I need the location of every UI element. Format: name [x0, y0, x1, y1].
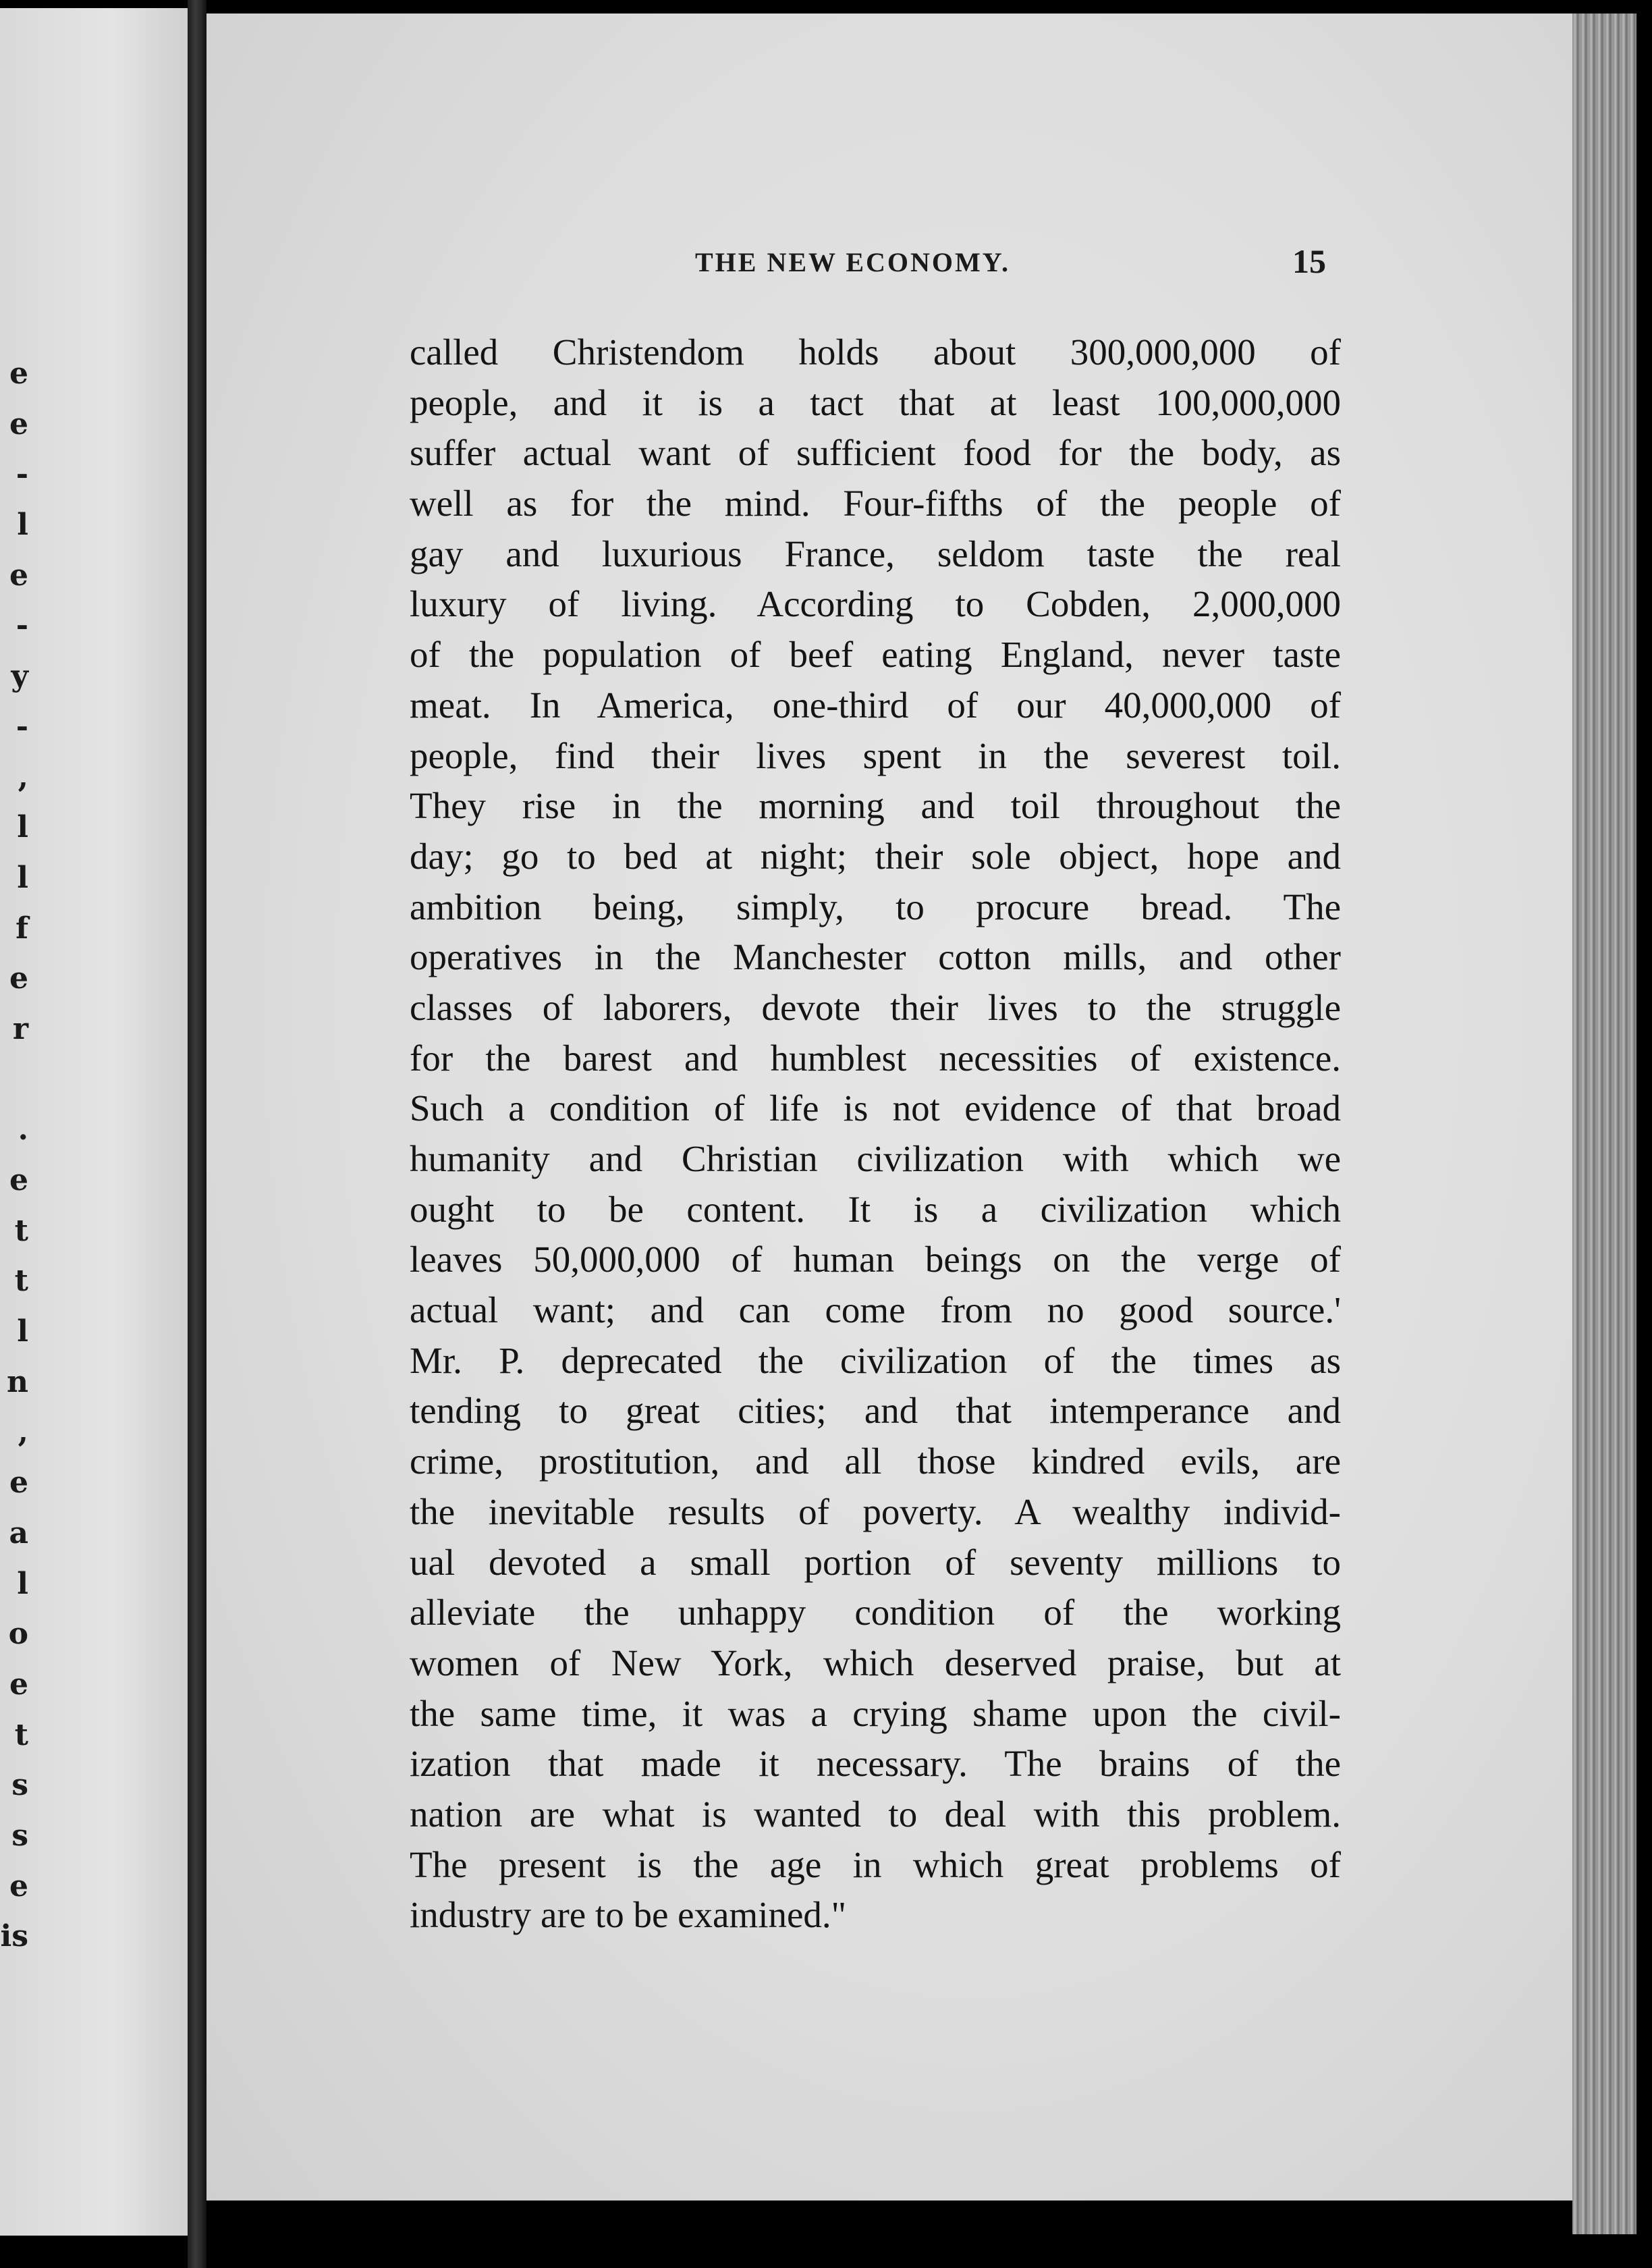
- text-line: people, and it is a tact that at least 100,000,000: [410, 381, 1341, 423]
- text-line: meat. In America, one-third of our 40,000,000 of: [410, 684, 1341, 726]
- facing-page-letter: a: [9, 1515, 28, 1550]
- facing-page-letter: e: [9, 558, 28, 593]
- text-line: alleviate the unhappy condition of the working: [410, 1592, 1341, 1634]
- facing-page-letter: .: [18, 1112, 28, 1148]
- facing-page-letter: e: [9, 1868, 28, 1904]
- facing-page-letter: e: [9, 406, 28, 441]
- facing-page-letter: is: [0, 1919, 28, 1954]
- text-line: gay and luxurious France, seldom taste the real: [410, 533, 1341, 574]
- text-line: ual devoted a small portion of seventy millions to: [410, 1541, 1341, 1583]
- facing-page-letter: e: [9, 1163, 28, 1197]
- text-line: Mr. P. deprecated the civilization of the times as: [410, 1339, 1341, 1381]
- facing-page-letter: ,: [18, 1415, 28, 1450]
- text-line: called Christendom holds about 300,000,000 of: [410, 331, 1341, 373]
- facing-page-letter: r: [12, 1011, 28, 1046]
- facing-page-letter: l: [17, 810, 28, 845]
- facing-page-letter: l: [17, 1314, 28, 1349]
- text-line: tending to great cities; and that intemperance and: [410, 1390, 1341, 1432]
- facing-page-letter: e: [9, 961, 28, 996]
- facing-page-letter: -: [16, 709, 28, 744]
- facing-page-letter: l: [17, 508, 28, 543]
- text-line: Such a condition of life is not evidence of that broad: [410, 1087, 1341, 1129]
- text-line: nation are what is wanted to deal with this problem.: [410, 1793, 1341, 1835]
- text-line: luxury of living. According to Cobden, 2,000,000: [410, 583, 1341, 625]
- facing-page-cut-text: [0, 349, 28, 1962]
- text-line: well as for the mind. Four-fifths of the people of: [410, 483, 1341, 524]
- facing-page-letter: [0, 1055, 28, 1106]
- text-line: of the population of beef eating England, never taste: [410, 634, 1341, 676]
- text-line: crime, prostitution, and all those kindred evils, are: [410, 1440, 1341, 1482]
- facing-page-letter: ,: [18, 759, 28, 794]
- facing-page-fragment: [0, 8, 188, 2236]
- text-line: women of New York, which deserved praise, but at: [410, 1642, 1341, 1683]
- facing-page-letter: t: [14, 1264, 28, 1299]
- text-line: leaves 50,000,000 of human beings on the verge of: [410, 1239, 1341, 1280]
- facing-page-letter: e: [9, 356, 28, 391]
- text-line: The present is the age in which great problems of: [410, 1843, 1341, 1885]
- text-line: the inevitable results of poverty. A wealthy individ-: [410, 1490, 1341, 1532]
- text-line: suffer actual want of sufficient food for the body, as: [410, 432, 1341, 474]
- text-line: operatives in the Manchester cotton mills, and other: [410, 936, 1341, 978]
- text-line: ought to be content. It is a civilization which: [410, 1188, 1341, 1230]
- text-line: ization that made it necessary. The brains of the: [410, 1743, 1341, 1785]
- text-line: the same time, it was a crying shame upon the civil-: [410, 1692, 1341, 1734]
- facing-page-letter: t: [14, 1717, 28, 1752]
- facing-page-letter: l: [17, 860, 28, 895]
- facing-page-letter: l: [17, 1566, 28, 1601]
- page-number: 15: [1292, 242, 1326, 280]
- text-line: industry are to be examined.": [410, 1894, 847, 1936]
- text-line: day; go to bed at night; their sole object, hope and: [410, 835, 1341, 877]
- text-line: humanity and Christian civilization with which we: [410, 1138, 1341, 1179]
- facing-page-letter: t: [14, 1213, 28, 1248]
- facing-page-letter: e: [9, 1465, 28, 1501]
- facing-page-letter: -: [16, 608, 28, 643]
- text-line: people, find their lives spent in the severest toil.: [410, 734, 1341, 776]
- text-line: They rise in the morning and toil throughout the: [410, 785, 1341, 827]
- book-gutter: [188, 0, 206, 2268]
- facing-page-letter: -: [16, 457, 28, 492]
- facing-page-letter: s: [11, 1768, 28, 1803]
- text-line: classes of laborers, devote their lives to the struggle: [410, 986, 1341, 1028]
- facing-page-letter: o: [8, 1617, 28, 1652]
- running-header-title: THE NEW ECONOMY.: [695, 247, 1010, 277]
- facing-page-letter: y: [11, 659, 28, 694]
- facing-page-letter: s: [11, 1818, 28, 1853]
- text-line: for the barest and humblest necessities of existence.: [410, 1037, 1341, 1079]
- page-edge-stack: [1572, 14, 1636, 2234]
- body-text: [410, 327, 1341, 1941]
- text-line: actual want; and can come from no good source.': [410, 1289, 1341, 1331]
- facing-page-letter: n: [7, 1364, 28, 1399]
- text-line: ambition being, simply, to procure bread. The: [410, 886, 1341, 927]
- facing-page-letter: e: [9, 1667, 28, 1702]
- facing-page-letter: f: [16, 911, 28, 946]
